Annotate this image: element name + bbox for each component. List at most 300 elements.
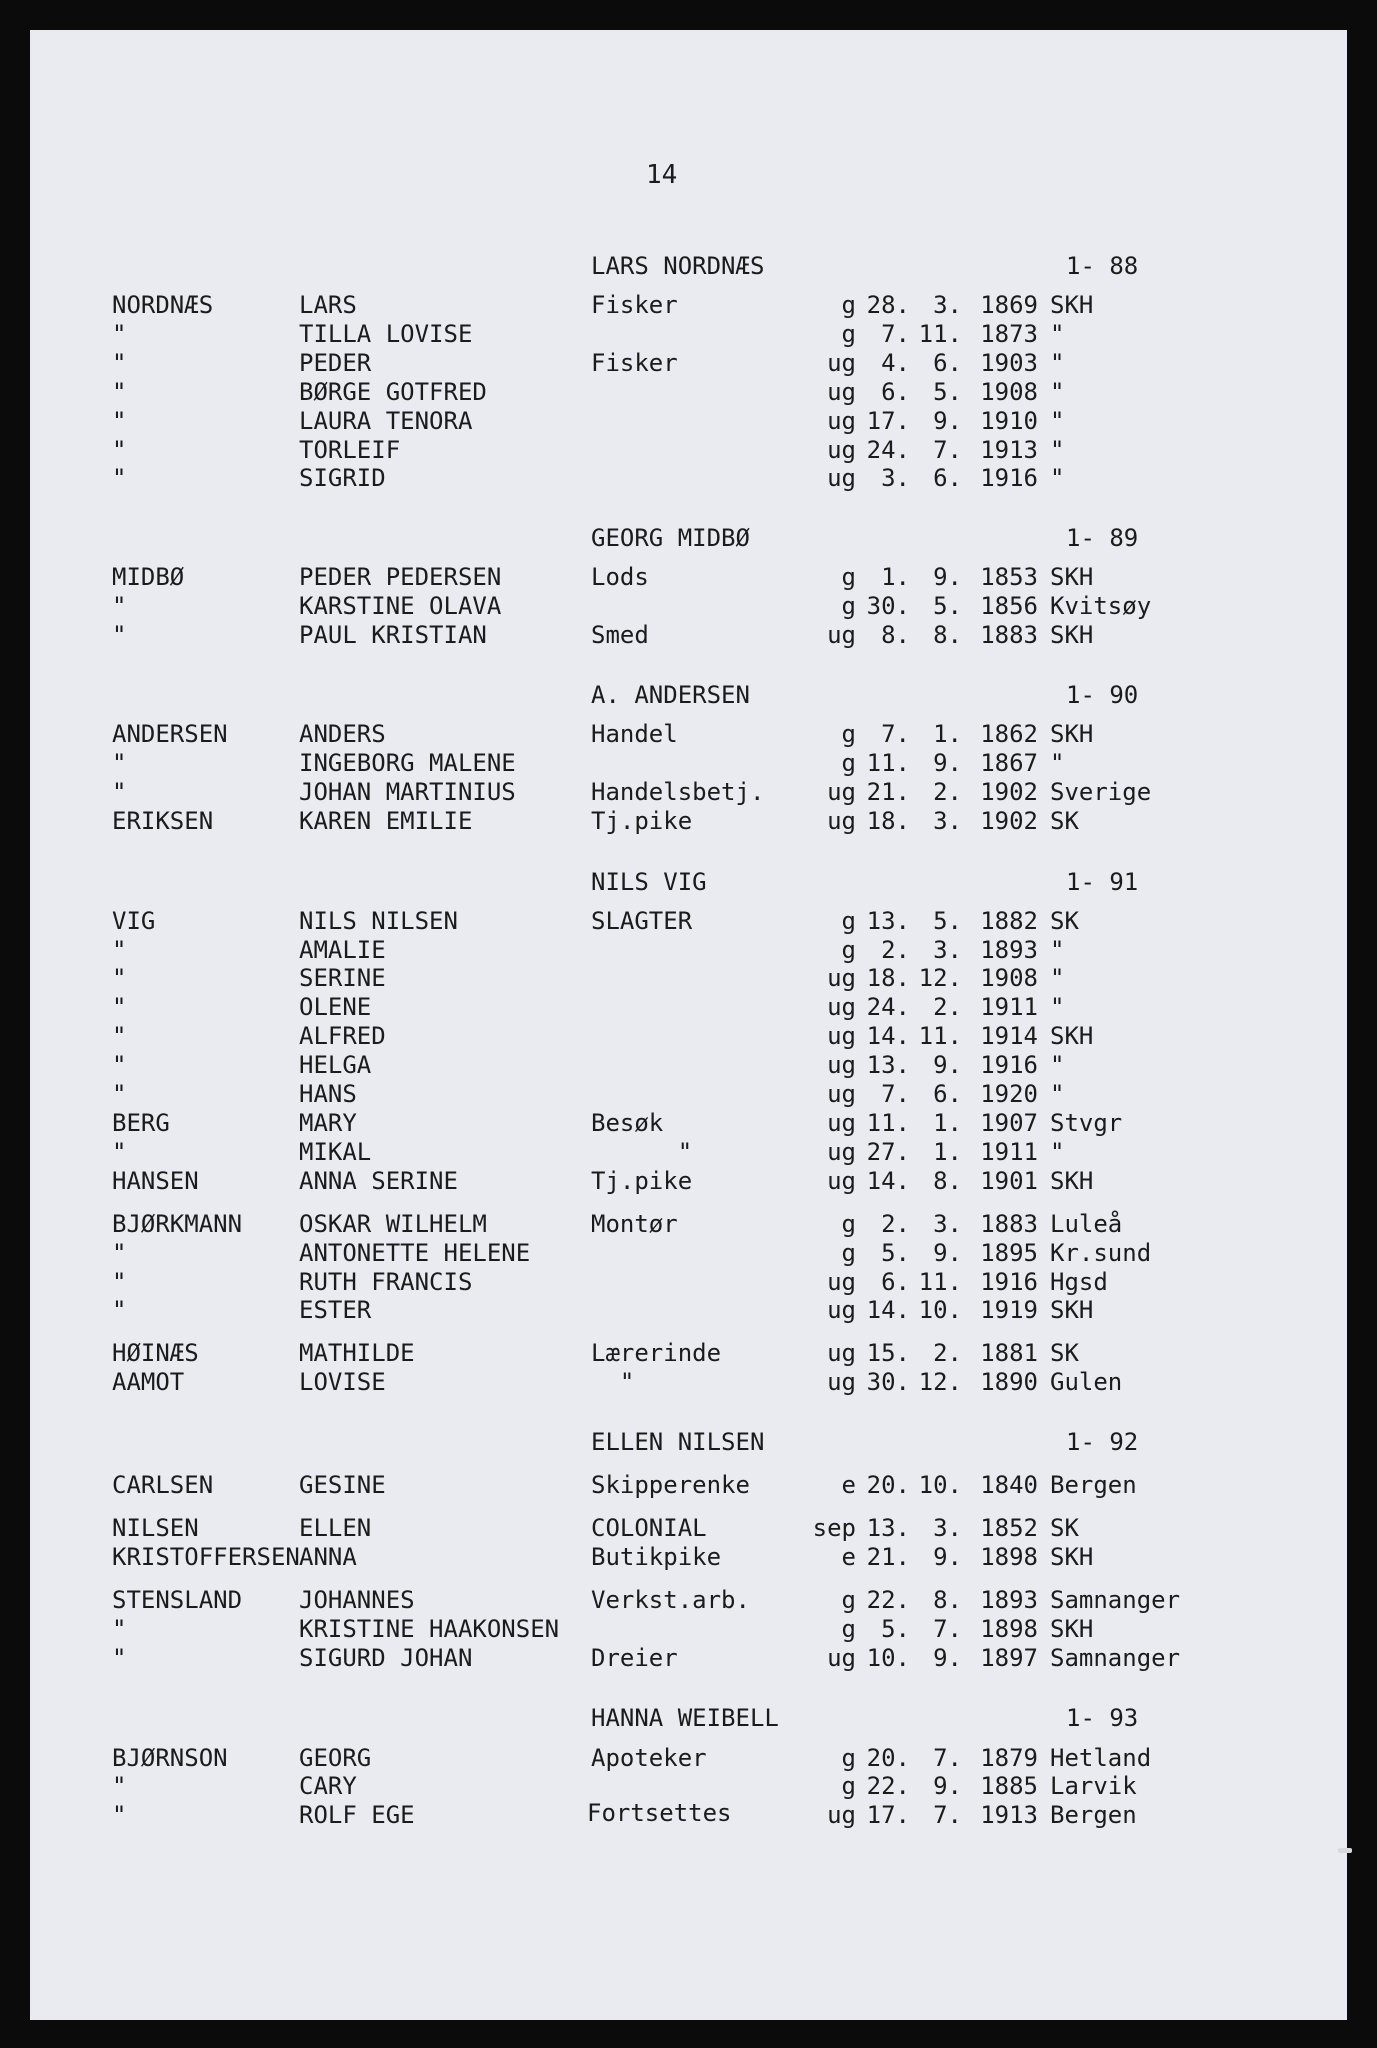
birth-month: 7. [933, 1744, 962, 1772]
birth-year: 1867 [980, 749, 1038, 777]
occupation: " [591, 1368, 635, 1396]
person-row [30, 1514, 1347, 1542]
birth-year: 1919 [980, 1296, 1038, 1324]
given-name: TILLA LOVISE [299, 320, 473, 348]
person-row [30, 778, 1347, 806]
birth-month: 10. [918, 1296, 962, 1324]
occupation: Smed [591, 621, 649, 649]
birth-year: 1914 [980, 1022, 1038, 1050]
civil-status: g [841, 1772, 856, 1800]
given-name: PAUL KRISTIAN [299, 621, 487, 649]
birth-day: 7. [881, 1080, 910, 1108]
birth-day: 20. [866, 1744, 910, 1772]
birthplace: SK [1050, 1339, 1079, 1367]
surname: CARLSEN [112, 1471, 214, 1499]
birth-day: 17. [866, 407, 910, 435]
birth-year: 1902 [980, 807, 1038, 835]
given-name: KARSTINE OLAVA [299, 592, 502, 620]
person-row [30, 936, 1347, 964]
birth-month: 9. [933, 1772, 962, 1800]
birth-day: 6. [881, 1268, 910, 1296]
household-head-name: NILS VIG [591, 868, 707, 896]
person-row [30, 1772, 1347, 1800]
birthplace: " [1050, 964, 1065, 992]
given-name: SERINE [299, 964, 386, 992]
birth-year: 1901 [980, 1167, 1038, 1195]
birthplace: " [1050, 349, 1065, 377]
civil-status: ug [827, 1080, 856, 1108]
occupation: Butikpike [591, 1543, 722, 1571]
birth-month: 8. [933, 1586, 962, 1614]
occupation: Tj.pike [591, 807, 693, 835]
surname: " [112, 464, 127, 492]
civil-status: ug [827, 1296, 856, 1324]
person-row [30, 1543, 1347, 1571]
birthplace: " [1050, 993, 1065, 1021]
occupation: Handel [591, 720, 678, 748]
birth-month: 9. [933, 1644, 962, 1672]
household-header [30, 868, 1347, 896]
given-name: HELGA [299, 1051, 372, 1079]
person-row [30, 1167, 1347, 1195]
given-name: SIGRID [299, 464, 386, 492]
surname: " [112, 621, 127, 649]
birth-month: 11. [918, 320, 962, 348]
birth-month: 9. [933, 1051, 962, 1079]
given-name: AMALIE [299, 936, 386, 964]
surname: " [112, 1239, 127, 1267]
given-name: NILS NILSEN [299, 907, 458, 935]
person-row [30, 1644, 1347, 1672]
scan-artifact [1338, 1848, 1352, 1853]
document-page [30, 30, 1347, 2020]
birth-year: 1910 [980, 407, 1038, 435]
civil-status: ug [827, 1051, 856, 1079]
birth-month: 1. [933, 1109, 962, 1137]
birth-month: 3. [933, 1210, 962, 1238]
birth-year: 1898 [980, 1615, 1038, 1643]
person-row [30, 291, 1347, 319]
birth-month: 3. [933, 291, 962, 319]
person-row [30, 1368, 1347, 1396]
birth-year: 1907 [980, 1109, 1038, 1137]
person-row [30, 907, 1347, 935]
birth-day: 22. [866, 1586, 910, 1614]
occupation: Besøk [591, 1109, 664, 1137]
civil-status: g [841, 720, 856, 748]
person-row [30, 320, 1347, 348]
occupation: " [591, 1138, 693, 1166]
occupation: Apoteker [591, 1744, 707, 1772]
civil-status: g [841, 936, 856, 964]
birthplace: Hetland [1050, 1744, 1152, 1772]
civil-status: ug [827, 349, 856, 377]
civil-status: ug [827, 407, 856, 435]
occupation: Verkst.arb. [591, 1586, 750, 1614]
household-head-name: ELLEN NILSEN [591, 1428, 765, 1456]
birth-year: 1862 [980, 720, 1038, 748]
given-name: CARY [299, 1772, 357, 1800]
household-head-name: A. ANDERSEN [591, 681, 750, 709]
person-row [30, 1296, 1347, 1324]
given-name: INGEBORG MALENE [299, 749, 516, 777]
given-name: OSKAR WILHELM [299, 1210, 487, 1238]
birth-year: 1902 [980, 778, 1038, 806]
birth-year: 1881 [980, 1339, 1038, 1367]
birthplace: Bergen [1050, 1801, 1137, 1829]
birth-day: 24. [866, 436, 910, 464]
civil-status: ug [827, 1138, 856, 1166]
birth-month: 7. [933, 436, 962, 464]
birthplace: " [1050, 464, 1065, 492]
birth-day: 11. [866, 1109, 910, 1137]
surname: " [112, 964, 127, 992]
surname: ANDERSEN [112, 720, 228, 748]
birth-month: 2. [933, 778, 962, 806]
occupation: Montør [591, 1210, 678, 1238]
person-row [30, 621, 1347, 649]
person-row [30, 1239, 1347, 1267]
birth-month: 5. [933, 378, 962, 406]
birth-day: 6. [881, 378, 910, 406]
surname: " [112, 749, 127, 777]
birth-month: 3. [933, 936, 962, 964]
civil-status: ug [827, 807, 856, 835]
surname: " [112, 1296, 127, 1324]
birth-day: 13. [866, 1051, 910, 1079]
person-row [30, 1615, 1347, 1643]
person-row [30, 1744, 1347, 1772]
birth-month: 9. [933, 749, 962, 777]
birthplace: SKH [1050, 1543, 1094, 1571]
birthplace: " [1050, 1080, 1065, 1108]
birth-month: 2. [933, 993, 962, 1021]
birth-month: 5. [933, 592, 962, 620]
given-name: ANNA [299, 1543, 357, 1571]
person-row [30, 464, 1347, 492]
household-code: 1- 89 [1066, 524, 1139, 552]
birth-year: 1916 [980, 1051, 1038, 1079]
birth-month: 7. [933, 1615, 962, 1643]
birthplace: Luleå [1050, 1210, 1123, 1238]
birth-day: 4. [881, 349, 910, 377]
birth-day: 3. [881, 464, 910, 492]
birth-year: 1890 [980, 1368, 1038, 1396]
birth-day: 7. [881, 320, 910, 348]
person-row [30, 993, 1347, 1021]
household-header [30, 1428, 1347, 1456]
surname: VIG [112, 907, 156, 935]
surname: " [112, 1801, 127, 1829]
person-row [30, 1022, 1347, 1050]
birth-day: 21. [866, 1543, 910, 1571]
civil-status: ug [827, 778, 856, 806]
birth-year: 1893 [980, 1586, 1038, 1614]
surname: KRISTOFFERSEN [112, 1543, 300, 1571]
birthplace: " [1050, 320, 1065, 348]
surname: HØINÆS [112, 1339, 199, 1367]
birthplace: Kvitsøy [1050, 592, 1152, 620]
civil-status: ug [827, 1109, 856, 1137]
civil-status: g [841, 749, 856, 777]
birth-day: 11. [866, 749, 910, 777]
birth-day: 14. [866, 1296, 910, 1324]
birth-year: 1913 [980, 436, 1038, 464]
birthplace: SK [1050, 807, 1079, 835]
person-row [30, 749, 1347, 777]
birth-day: 27. [866, 1138, 910, 1166]
person-row [30, 1080, 1347, 1108]
given-name: ROLF EGE [299, 1801, 415, 1829]
given-name: MIKAL [299, 1138, 372, 1166]
civil-status: g [841, 1210, 856, 1238]
given-name: ANDERS [299, 720, 386, 748]
given-name: MATHILDE [299, 1339, 415, 1367]
household-header [30, 252, 1347, 280]
birth-month: 9. [933, 1239, 962, 1267]
birthplace: Sverige [1050, 778, 1152, 806]
birth-month: 11. [918, 1268, 962, 1296]
birth-year: 1911 [980, 993, 1038, 1021]
given-name: GEORG [299, 1744, 372, 1772]
given-name: TORLEIF [299, 436, 401, 464]
civil-status: ug [827, 464, 856, 492]
birth-month: 12. [918, 1368, 962, 1396]
civil-status: ug [827, 1022, 856, 1050]
person-row [30, 807, 1347, 835]
household-head-name: GEORG MIDBØ [591, 524, 750, 552]
birth-month: 6. [933, 1080, 962, 1108]
birthplace: Gulen [1050, 1368, 1123, 1396]
civil-status: g [841, 592, 856, 620]
surname: " [112, 436, 127, 464]
birth-year: 1895 [980, 1239, 1038, 1267]
birthplace: Samnanger [1050, 1586, 1181, 1614]
birth-day: 17. [866, 1801, 910, 1829]
birthplace: " [1050, 436, 1065, 464]
birth-day: 28. [866, 291, 910, 319]
birthplace: SKH [1050, 563, 1094, 591]
birth-day: 15. [866, 1339, 910, 1367]
person-row [30, 407, 1347, 435]
surname: " [112, 1022, 127, 1050]
person-row [30, 563, 1347, 591]
birth-month: 8. [933, 621, 962, 649]
civil-status: ug [827, 1167, 856, 1195]
surname: " [112, 1615, 127, 1643]
surname: " [112, 1772, 127, 1800]
birth-month: 5. [933, 907, 962, 935]
civil-status: e [841, 1471, 856, 1499]
household-code: 1- 92 [1066, 1428, 1139, 1456]
birthplace: " [1050, 378, 1065, 406]
birth-year: 1916 [980, 1268, 1038, 1296]
birth-month: 12. [918, 964, 962, 992]
person-row [30, 1339, 1347, 1367]
birthplace: Hgsd [1050, 1268, 1108, 1296]
household-code: 1- 88 [1066, 252, 1139, 280]
birth-month: 3. [933, 807, 962, 835]
birth-day: 10. [866, 1644, 910, 1672]
birth-year: 1879 [980, 1744, 1038, 1772]
civil-status: ug [827, 378, 856, 406]
person-row [30, 1268, 1347, 1296]
birth-day: 13. [866, 1514, 910, 1542]
person-row [30, 964, 1347, 992]
person-row [30, 1471, 1347, 1499]
person-row [30, 1210, 1347, 1238]
birth-year: 1853 [980, 563, 1038, 591]
civil-status: ug [827, 1268, 856, 1296]
civil-status: ug [827, 1339, 856, 1367]
given-name: ANNA SERINE [299, 1167, 458, 1195]
birthplace: " [1050, 936, 1065, 964]
given-name: PEDER PEDERSEN [299, 563, 502, 591]
birth-year: 1893 [980, 936, 1038, 964]
civil-status: ug [827, 1801, 856, 1829]
civil-status: g [841, 1744, 856, 1772]
household-code: 1- 93 [1066, 1704, 1139, 1732]
civil-status: ug [827, 1368, 856, 1396]
birthplace: SKH [1050, 621, 1094, 649]
surname: AAMOT [112, 1368, 185, 1396]
household-code: 1- 90 [1066, 681, 1139, 709]
surname: ERIKSEN [112, 807, 214, 835]
household-code: 1- 91 [1066, 868, 1139, 896]
birthplace: SK [1050, 907, 1079, 935]
occupation: Dreier [591, 1644, 678, 1672]
birth-month: 9. [933, 407, 962, 435]
birth-year: 1840 [980, 1471, 1038, 1499]
given-name: ALFRED [299, 1022, 386, 1050]
person-row [30, 720, 1347, 748]
birth-month: 1. [933, 720, 962, 748]
given-name: GESINE [299, 1471, 386, 1499]
birthplace: Bergen [1050, 1471, 1137, 1499]
birthplace: Kr.sund [1050, 1239, 1152, 1267]
given-name: ELLEN [299, 1514, 372, 1542]
occupation: Lods [591, 563, 649, 591]
birthplace: SKH [1050, 291, 1094, 319]
surname: BJØRKMANN [112, 1210, 243, 1238]
civil-status: sep [812, 1514, 856, 1542]
occupation: SLAGTER [591, 907, 693, 935]
birth-year: 1911 [980, 1138, 1038, 1166]
surname: STENSLAND [112, 1586, 243, 1614]
birthplace: SKH [1050, 1022, 1094, 1050]
birth-year: 1885 [980, 1772, 1038, 1800]
birthplace: " [1050, 1138, 1065, 1166]
household-head-name: LARS NORDNÆS [591, 252, 765, 280]
birth-year: 1883 [980, 1210, 1038, 1238]
birthplace: Stvgr [1050, 1109, 1123, 1137]
given-name: LOVISE [299, 1368, 386, 1396]
surname: " [112, 1138, 127, 1166]
birth-year: 1856 [980, 592, 1038, 620]
surname: " [112, 936, 127, 964]
given-name: MARY [299, 1109, 357, 1137]
civil-status: g [841, 1615, 856, 1643]
birth-day: 30. [866, 1368, 910, 1396]
household-header [30, 1704, 1347, 1732]
birth-year: 1869 [980, 291, 1038, 319]
birth-month: 6. [933, 464, 962, 492]
birth-year: 1897 [980, 1644, 1038, 1672]
surname: " [112, 349, 127, 377]
birth-day: 14. [866, 1167, 910, 1195]
occupation: Lærerinde [591, 1339, 722, 1367]
birthplace: SKH [1050, 1167, 1094, 1195]
footer-continued: Fortsettes [587, 1799, 732, 1827]
birth-year: 1883 [980, 621, 1038, 649]
birth-day: 2. [881, 936, 910, 964]
given-name: JOHANNES [299, 1586, 415, 1614]
surname: MIDBØ [112, 563, 185, 591]
birth-day: 18. [866, 964, 910, 992]
occupation: Skipperenke [591, 1471, 750, 1499]
given-name: OLENE [299, 993, 372, 1021]
civil-status: ug [827, 964, 856, 992]
given-name: LAURA TENORA [299, 407, 473, 435]
birth-day: 24. [866, 993, 910, 1021]
surname: " [112, 1080, 127, 1108]
birth-day: 5. [881, 1239, 910, 1267]
surname: " [112, 378, 127, 406]
given-name: RUTH FRANCIS [299, 1268, 473, 1296]
given-name: PEDER [299, 349, 372, 377]
surname: BERG [112, 1109, 170, 1137]
given-name: SIGURD JOHAN [299, 1644, 473, 1672]
birth-day: 21. [866, 778, 910, 806]
surname: " [112, 1051, 127, 1079]
birth-day: 14. [866, 1022, 910, 1050]
birth-month: 6. [933, 349, 962, 377]
given-name: KRISTINE HAAKONSEN [299, 1615, 560, 1643]
surname: BJØRNSON [112, 1744, 228, 1772]
birth-month: 3. [933, 1514, 962, 1542]
civil-status: g [841, 1239, 856, 1267]
birth-day: 18. [866, 807, 910, 835]
birth-month: 8. [933, 1167, 962, 1195]
birth-day: 20. [866, 1471, 910, 1499]
surname: " [112, 778, 127, 806]
surname: NILSEN [112, 1514, 199, 1542]
civil-status: g [841, 907, 856, 935]
civil-status: g [841, 291, 856, 319]
birth-month: 9. [933, 563, 962, 591]
occupation: Tj.pike [591, 1167, 693, 1195]
birth-year: 1882 [980, 907, 1038, 935]
birth-day: 22. [866, 1772, 910, 1800]
birth-year: 1852 [980, 1514, 1038, 1542]
birth-month: 11. [918, 1022, 962, 1050]
given-name: BØRGE GOTFRED [299, 378, 487, 406]
occupation: Handelsbetj. [591, 778, 765, 806]
birthplace: " [1050, 407, 1065, 435]
birth-year: 1920 [980, 1080, 1038, 1108]
birthplace: SKH [1050, 720, 1094, 748]
birth-year: 1898 [980, 1543, 1038, 1571]
birth-month: 2. [933, 1339, 962, 1367]
person-row [30, 349, 1347, 377]
given-name: KAREN EMILIE [299, 807, 473, 835]
civil-status: g [841, 563, 856, 591]
civil-status: ug [827, 621, 856, 649]
birth-year: 1903 [980, 349, 1038, 377]
birth-year: 1908 [980, 964, 1038, 992]
surname: " [112, 1644, 127, 1672]
birth-month: 7. [933, 1801, 962, 1829]
